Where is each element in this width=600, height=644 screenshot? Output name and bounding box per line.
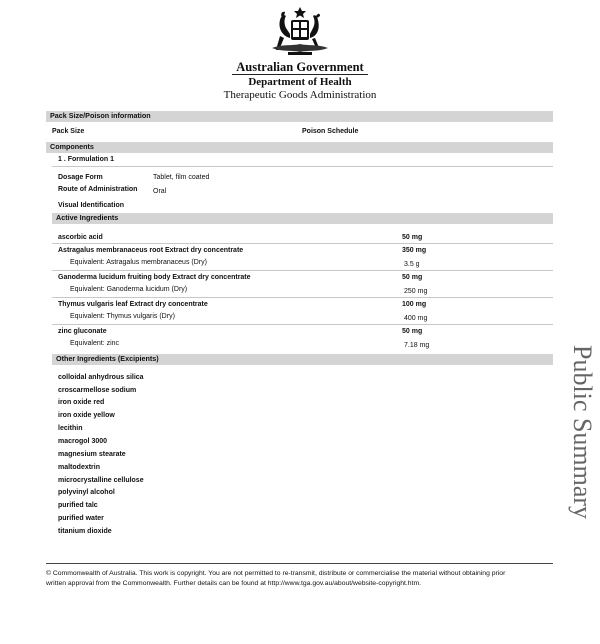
active-ingredients-header: Active Ingredients xyxy=(52,213,553,224)
footer-rule xyxy=(46,563,553,564)
excipient-item: croscarmellose sodium xyxy=(58,387,137,394)
excipient-item: iron oxide red xyxy=(58,399,105,406)
header-rule xyxy=(232,74,368,75)
components-section-header: Components xyxy=(46,142,553,153)
poison-schedule-label: Poison Schedule xyxy=(302,128,359,135)
active-ingredient-name: Thymus vulgaris leaf Extract dry concentrate xyxy=(58,301,208,308)
active-ingredient-amount: 50 mg xyxy=(402,234,423,241)
equivalent-name: Equivalent: Astragalus membranaceus (Dry) xyxy=(70,259,207,266)
government-title: Australian Government xyxy=(236,60,364,74)
copyright-line: © Commonwealth of Australia. This work is copyright. You are not permitted to re-transmit, distribute or commercialise the material without obtaining prior xyxy=(46,570,506,577)
divider xyxy=(52,243,553,244)
excipient-item: colloidal anhydrous silica xyxy=(58,374,144,381)
active-ingredient-name: Astragalus membranaceus root Extract dry concentrate xyxy=(58,247,244,254)
excipient-item: titanium dioxide xyxy=(58,528,112,535)
excipient-item: iron oxide yellow xyxy=(58,412,115,419)
pack-size-section-header: Pack Size/Poison information xyxy=(46,111,553,122)
department-title: Department of Health xyxy=(248,76,352,88)
excipient-item: purified water xyxy=(58,515,104,522)
active-ingredient-amount: 50 mg xyxy=(402,328,423,335)
active-ingredient-amount: 100 mg xyxy=(402,301,427,308)
dosage-form-value: Tablet, film coated xyxy=(153,174,210,181)
divider xyxy=(52,270,553,271)
copyright-notice xyxy=(46,569,556,589)
excipient-item: lecithin xyxy=(58,425,83,432)
excipient-item: maltodextrin xyxy=(58,464,101,471)
route-value: Oral xyxy=(153,188,167,195)
excipient-item: polyvinyl alcohol xyxy=(58,489,115,496)
divider xyxy=(52,297,553,298)
active-ingredient-name: Ganoderma lucidum fruiting body Extract dry concentrate xyxy=(58,274,251,281)
divider xyxy=(52,166,553,167)
visual-identification-label: Visual Identification xyxy=(58,202,124,209)
equivalent-amount: 7.18 mg xyxy=(404,342,430,349)
excipient-item: microcrystalline cellulose xyxy=(58,477,144,484)
equivalent-amount: 400 mg xyxy=(404,315,428,322)
active-ingredient-amount: 350 mg xyxy=(402,247,427,254)
coat-of-arms-icon xyxy=(262,6,338,58)
equivalent-name: Equivalent: Ganoderma lucidum (Dry) xyxy=(70,286,188,293)
equivalent-amount: 3.5 g xyxy=(404,261,420,268)
agency-title: Therapeutic Goods Administration xyxy=(223,89,377,101)
excipient-item: purified talc xyxy=(58,502,98,509)
active-ingredient-amount: 50 mg xyxy=(402,274,423,281)
copyright-line: written approval from the Commonwealth. Further details can be found at http://www.tga.gov.au/about/website-copyright.htm. xyxy=(46,580,422,587)
route-label: Route of Administration xyxy=(58,186,138,193)
public-summary-label: Public Summary xyxy=(568,345,597,520)
dosage-form-label: Dosage Form xyxy=(58,174,103,181)
equivalent-amount: 250 mg xyxy=(404,288,428,295)
equivalent-name: Equivalent: Thymus vulgaris (Dry) xyxy=(70,313,175,320)
equivalent-name: Equivalent: zinc xyxy=(70,340,120,347)
pack-size-label: Pack Size xyxy=(52,128,85,135)
divider xyxy=(52,324,553,325)
excipient-item: macrogol 3000 xyxy=(58,438,108,445)
active-ingredient-name: zinc gluconate xyxy=(58,328,107,335)
excipient-item: magnesium stearate xyxy=(58,451,126,458)
formulation-heading: 1 . Formulation 1 xyxy=(58,156,115,163)
active-ingredient-name: ascorbic acid xyxy=(58,234,103,241)
other-ingredients-header: Other Ingredients (Excipients) xyxy=(52,354,553,365)
